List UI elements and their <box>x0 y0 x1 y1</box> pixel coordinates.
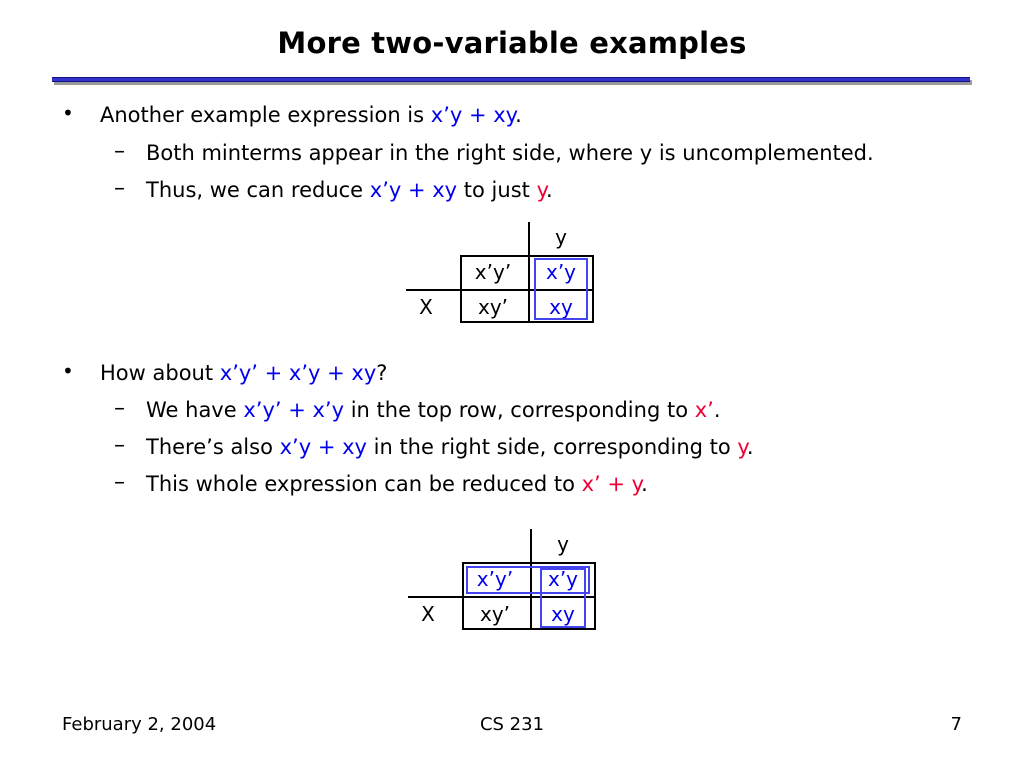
dash-marker: – <box>114 139 125 164</box>
kmap-cell-x'y: x’y <box>545 260 577 284</box>
punctuation: . <box>546 178 553 202</box>
bullet-text: How about <box>100 361 220 385</box>
footer-course: CS 231 <box>479 714 545 735</box>
subbullet-text: This whole expression can be reduced to <box>146 472 582 496</box>
kmap-divider <box>528 222 530 322</box>
subbullet-right-side <box>146 434 754 460</box>
kmap-row-label: X <box>419 295 433 319</box>
kmap-cell-x'y: x’y <box>547 567 579 591</box>
kmap-divider <box>460 255 594 257</box>
kmap-divider <box>592 255 594 323</box>
subbullet-reduce <box>146 177 553 203</box>
expression: x’y’ + x’y + xy <box>219 361 377 385</box>
expression: x’y + xy <box>369 178 458 202</box>
subbullet-minterms <box>146 140 874 166</box>
dash-marker: – <box>114 396 125 421</box>
punctuation: . <box>515 103 522 127</box>
punctuation: ? <box>376 361 388 385</box>
footer-date: February 2, 2004 <box>62 714 217 735</box>
punctuation: . <box>713 398 721 422</box>
subbullet-text: in the right side, corresponding to <box>366 435 738 459</box>
kmap-cell-xy': xy’ <box>479 602 511 626</box>
slide-title: More two-variable examples <box>277 26 747 60</box>
bullet-another-example <box>100 102 522 128</box>
punctuation: . <box>746 435 754 459</box>
dash-marker: – <box>114 433 125 458</box>
kmap-group-right-column <box>540 568 586 628</box>
footer-page-number: 7 <box>950 714 962 735</box>
kmap-col-label: y <box>555 225 567 249</box>
kmap-1 <box>396 222 596 332</box>
dash-marker: – <box>114 176 125 201</box>
bullet-text: Another example expression is <box>100 103 431 127</box>
kmap-group-right-column <box>534 258 588 320</box>
kmap-divider <box>460 321 594 323</box>
subbullet-text: There’s also <box>146 435 280 459</box>
kmap-divider <box>462 562 596 564</box>
kmap-row-label: X <box>421 602 435 626</box>
kmap-cell-xy: xy <box>549 295 573 319</box>
kmap-divider <box>462 562 464 630</box>
title-divider <box>52 77 970 82</box>
punctuation: . <box>641 472 648 496</box>
bullet-marker: • <box>62 101 74 125</box>
subbullet-text: Both minterms appear in the right side, where y is uncomplemented. <box>146 141 874 165</box>
result-expression: x’ <box>694 398 714 422</box>
kmap-cell-xy: xy <box>551 602 575 626</box>
subbullet-text: We have <box>146 398 244 422</box>
subbullet-top-row <box>146 397 721 423</box>
kmap-2 <box>398 529 598 639</box>
kmap-col-label: y <box>557 532 569 556</box>
kmap-cell-x'y': x’y’ <box>476 567 514 591</box>
subbullet-text: in the top row, corresponding to <box>344 398 695 422</box>
subbullet-text: Thus, we can reduce <box>146 178 370 202</box>
expression: x’y + xy <box>279 435 367 459</box>
subbullet-text: to just <box>457 178 537 202</box>
subbullet-whole-expression <box>146 471 648 497</box>
expression: x’y’ + x’y <box>243 398 345 422</box>
bullet-marker: • <box>62 359 74 383</box>
result-expression: y <box>536 178 546 202</box>
kmap-cell-x'y': x’y’ <box>474 260 512 284</box>
bullet-how-about <box>100 360 387 386</box>
kmap-divider <box>462 628 596 630</box>
kmap-divider <box>460 255 462 323</box>
kmap-cell-xy': xy’ <box>477 295 509 319</box>
result-expression: x’ + y <box>581 472 642 496</box>
expression: x’y + xy <box>430 103 516 127</box>
kmap-divider <box>594 562 596 630</box>
dash-marker: – <box>114 470 125 495</box>
result-expression: y <box>737 435 747 459</box>
